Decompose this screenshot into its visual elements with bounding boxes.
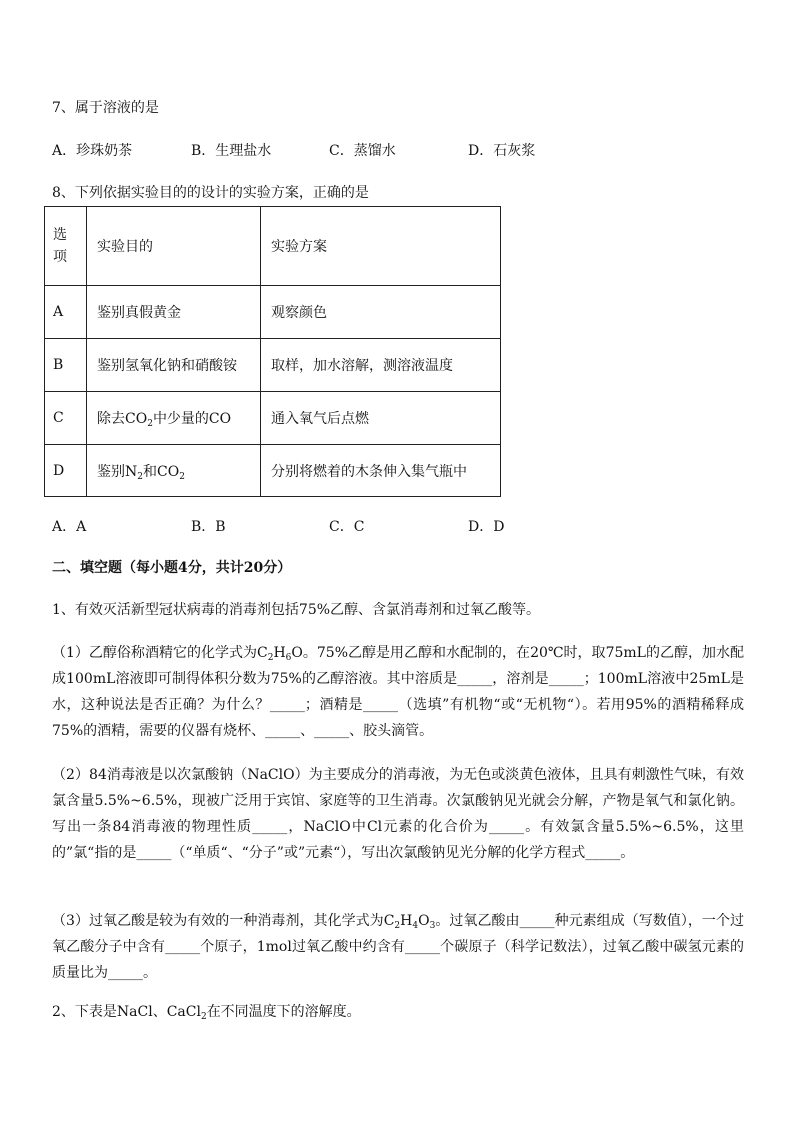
row-plan: 分别将燃着的木条伸入集气瓶中 bbox=[261, 445, 501, 497]
fill2-text: 在不同温度下的溶解度。 bbox=[206, 1004, 361, 1020]
part3-text: （3）过氧乙酸是较为有效的一种消毒剂，其化学式为C bbox=[52, 913, 395, 929]
row-option: C bbox=[45, 392, 87, 445]
subscript: 2 bbox=[200, 1012, 207, 1022]
q8-option-d: D．D bbox=[468, 519, 505, 535]
row-purpose bbox=[87, 392, 261, 445]
subscript: 2 bbox=[394, 921, 401, 931]
part3-text: O bbox=[418, 913, 430, 929]
table-row bbox=[45, 392, 501, 445]
subscript: 3 bbox=[429, 921, 436, 931]
purpose-text: 中少量的CO bbox=[152, 411, 232, 427]
subscript: 6 bbox=[285, 653, 292, 663]
row-plan: 取样，加水溶解，测溶液温度 bbox=[261, 339, 501, 392]
purpose-text: 鉴别N bbox=[97, 463, 138, 480]
fill1-stem: 1、有效灭活新型冠状病毒的消毒剂包括75%乙醇、含氯消毒剂和过氧乙酸等。 bbox=[52, 602, 541, 618]
row-plan: 通入氧气后点燃 bbox=[261, 392, 501, 445]
q7-option-a: A．珍珠奶茶 bbox=[52, 143, 133, 159]
header-option-line1: 选 bbox=[53, 227, 67, 243]
subscript: 2 bbox=[147, 419, 153, 429]
purpose-text: 和CO bbox=[142, 463, 180, 480]
row-purpose bbox=[87, 445, 261, 497]
part3-text: 。过氧乙酸由_____种元素组成（写数值），一个过氧乙酸分子中含有_____个原子，1mol过氧乙酸中约含有_____个碳原子（科学记数法），过氧乙酸中碳氢元素的质量比为_____。 bbox=[52, 913, 744, 981]
part1-text: H bbox=[273, 645, 286, 661]
q7-stem: 7、属于溶液的是 bbox=[52, 100, 159, 116]
subscript: 2 bbox=[137, 471, 143, 482]
table-row bbox=[45, 445, 501, 497]
purpose-text: 除去CO bbox=[97, 411, 148, 427]
q8-table bbox=[44, 206, 501, 497]
fill2-stem bbox=[52, 1002, 361, 1022]
table-header-row bbox=[45, 207, 501, 286]
q8-option-a: A．A bbox=[52, 519, 87, 535]
part1-text: O。75%乙醇是用乙醇和水配制的，在20℃时，取75mL的乙醇，加水配成100mL溶液即可制得体积分数为75%的乙醇溶液。其中溶质是_____，溶剂是_____；100mL溶液中25mL是水，这种说法是否正确？为什么？_____；酒精是_____（选填”有机物“或“无机物“）。若用95%的酒精稀释成75%的酒精，需要的仪器有烧杯、_____、_____、胶头滴管。 bbox=[52, 645, 744, 739]
q7-option-b: B．生理盐水 bbox=[191, 143, 272, 159]
q8-option-c: C．C bbox=[329, 519, 365, 535]
subscript: 4 bbox=[412, 921, 419, 931]
table-row bbox=[45, 286, 501, 339]
row-purpose: 鉴别真假黄金 bbox=[87, 286, 261, 339]
fill2-text: 2、下表是NaCl、CaCl bbox=[52, 1004, 201, 1020]
q7-option-d: D．石灰浆 bbox=[468, 143, 536, 159]
q7-option-c: C．蒸馏水 bbox=[329, 143, 396, 159]
header-purpose-cell: 实验目的 bbox=[87, 207, 261, 286]
header-plan-cell: 实验方案 bbox=[261, 207, 501, 286]
subscript: 2 bbox=[179, 471, 185, 482]
table-row bbox=[45, 339, 501, 392]
section-title: 二、填空题（每小题4分，共计20分） bbox=[52, 560, 292, 576]
subscript: 2 bbox=[267, 653, 274, 663]
row-option: A bbox=[45, 286, 87, 339]
row-option: B bbox=[45, 339, 87, 392]
fill1-part1 bbox=[52, 640, 744, 744]
row-purpose: 鉴别氢氧化钠和硝酸铵 bbox=[87, 339, 261, 392]
row-option: D bbox=[45, 445, 87, 497]
part3-text: H bbox=[400, 913, 413, 929]
q8-stem: 8、下列依据实验目的的设计的实验方案，正确的是 bbox=[52, 185, 369, 201]
row-plan: 观察颜色 bbox=[261, 286, 501, 339]
fill1-part2: （2）84消毒液是以次氯酸钠（NaClO）为主要成分的消毒液，为无色或淡黄色液体，且具有刺激性气味，有效氯含量5.5%~6.5%，现被广泛用于宾馆、家庭等的卫生消毒。次氯酸钠见光就会分解，产物是氧气和氯化钠。写出一条84消毒液的物理性质_____，NaClO中Cl元素的化合价为_____。有效氯含量5.5%~6.5%，这里的”氯“指的是_____（“单质“、“分子”或”元素“），写出次氯酸钠见光分解的化学方程式_____。 bbox=[52, 767, 744, 861]
q8-option-b: B．B bbox=[191, 519, 226, 535]
header-option-cell bbox=[45, 207, 87, 286]
fill1-part3 bbox=[52, 908, 744, 986]
part1-text: （1）乙醇俗称酒精它的化学式为C bbox=[52, 645, 268, 661]
header-option-line2: 项 bbox=[53, 249, 67, 265]
